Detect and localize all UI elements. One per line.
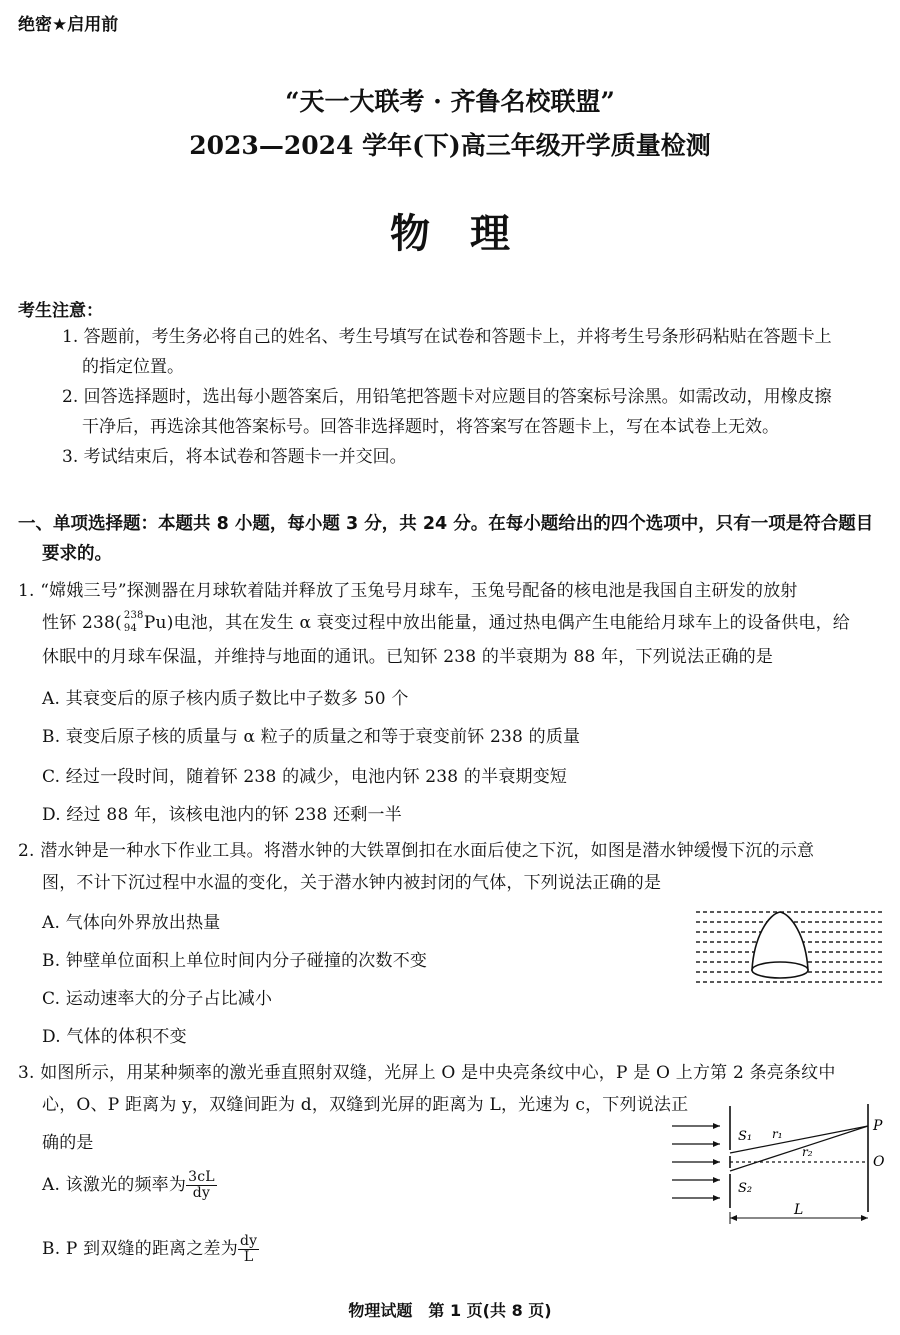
- q1-option-d: D. 经过 88 年，该核电池内的钚 238 还剩一半: [42, 805, 402, 825]
- label-s1: S₁: [738, 1129, 753, 1144]
- notice-line: 1. 答题前，考生务必将自己的姓名、考生号填写在试卷和答题卡上，并将考生号条形码粘贴在答题卡上: [62, 327, 832, 347]
- pu-isotope: 238 94: [123, 609, 144, 634]
- q1-option-a: A. 其衰变后的原子核内质子数比中子数多 50 个: [42, 689, 409, 709]
- q3-stem-line3: 确的是: [42, 1133, 94, 1153]
- q1-stem-line3: 休眠中的月球车保温，并维持与地面的通讯。已知钚 238 的半衰期为 88 年，下列说法正确的是: [42, 647, 774, 667]
- q3-option-a: A. 该激光的频率为 $\frac{3cL}{dy}$: [42, 1169, 215, 1201]
- q2-stem-line2: 图，不计下沉过程中水温的变化，关于潜水钟内被封闭的气体，下列说法正确的是: [42, 873, 662, 893]
- page-footer: 物理试题 第 1 页(共 8 页): [348, 1301, 552, 1320]
- label-o: O: [873, 1154, 885, 1170]
- exam-title-line2: 2023—2024 学年(下)高三年级开学质量检测: [189, 131, 711, 160]
- double-slit-figure: [668, 1100, 890, 1226]
- q3-stem-line2: 心，O、P 距离为 y，双缝间距为 d，双缝到光屏的距离为 L，光速为 c，下列说法正: [42, 1095, 689, 1115]
- subject-title: 物理: [390, 210, 550, 257]
- q2-option-b: B. 钟壁单位面积上单位时间内分子碰撞的次数不变: [42, 951, 428, 971]
- section-heading: 一、单项选择题：本题共 8 小题，每小题 3 分，共 24 分。在每小题给出的四个选项中，只有一项是符合题目: [18, 514, 874, 534]
- diving-bell-figure: [694, 906, 884, 990]
- q1-option-b: B. 衰变后原子核的质量与 α 粒子的质量之和等于衰变前钚 238 的质量: [42, 727, 581, 747]
- exam-title-line1: “天一大联考 · 齐鲁名校联盟”: [285, 87, 615, 116]
- label-l: L: [794, 1202, 804, 1218]
- section-heading-cont: 要求的。: [42, 544, 112, 564]
- notice-line: 干净后，再选涂其他答案标号。回答非选择题时，将答案写在答题卡上，写在本试卷上无效。: [82, 417, 779, 437]
- q1-stem-line2: 性钚 238( 238 94 Pu)电池，其在发生 α 衰变过程中放出能量，通过热电偶产生电能给月球车上的设备供电，给: [42, 609, 851, 634]
- notice-line: 的指定位置。: [82, 357, 184, 377]
- notice-line: 3. 考试结束后，将本试卷和答题卡一并交回。: [62, 447, 407, 467]
- label-p: P: [873, 1118, 883, 1134]
- fraction: $\frac{3cL}{dy}$: [188, 1169, 215, 1201]
- q3-stem-line1: 3. 如图所示，用某种频率的激光垂直照射双缝，光屏上 O 是中央亮条纹中心，P 是 O 上方第 2 条亮条纹中: [18, 1063, 836, 1083]
- label-r2: r₂: [802, 1145, 813, 1159]
- notice-heading: 考生注意：: [18, 301, 103, 321]
- q3-option-b: B. P 到双缝的距离之差为 $\frac{dy}{L}$: [42, 1233, 258, 1265]
- notice-line: 2. 回答选择题时，选出每小题答案后，用铅笔把答题卡对应题目的答案标号涂黑。如需改动，用橡皮擦: [62, 387, 832, 407]
- q1-option-c: C. 经过一段时间，随着钚 238 的减少，电池内钚 238 的半衰期变短: [42, 767, 568, 787]
- q1-stem-line1: 1. “嫦娥三号”探测器在月球软着陆并释放了玉兔号月球车，玉兔号配备的核电池是我国自主研发的放射: [18, 581, 798, 601]
- q2-stem-line1: 2. 潜水钟是一种水下作业工具。将潜水钟的大铁罩倒扣在水面后使之下沉，如图是潜水钟缓慢下沉的示意: [18, 841, 815, 861]
- q2-option-d: D. 气体的体积不变: [42, 1027, 187, 1047]
- q2-option-c: C. 运动速率大的分子占比减小: [42, 989, 273, 1009]
- label-r1: r₁: [772, 1127, 783, 1141]
- secret-tag: 绝密★启用前: [18, 15, 119, 35]
- fraction: $\frac{dy}{L}$: [239, 1233, 258, 1265]
- q2-option-a: A. 气体向外界放出热量: [42, 913, 221, 933]
- label-s2: S₂: [738, 1181, 753, 1196]
